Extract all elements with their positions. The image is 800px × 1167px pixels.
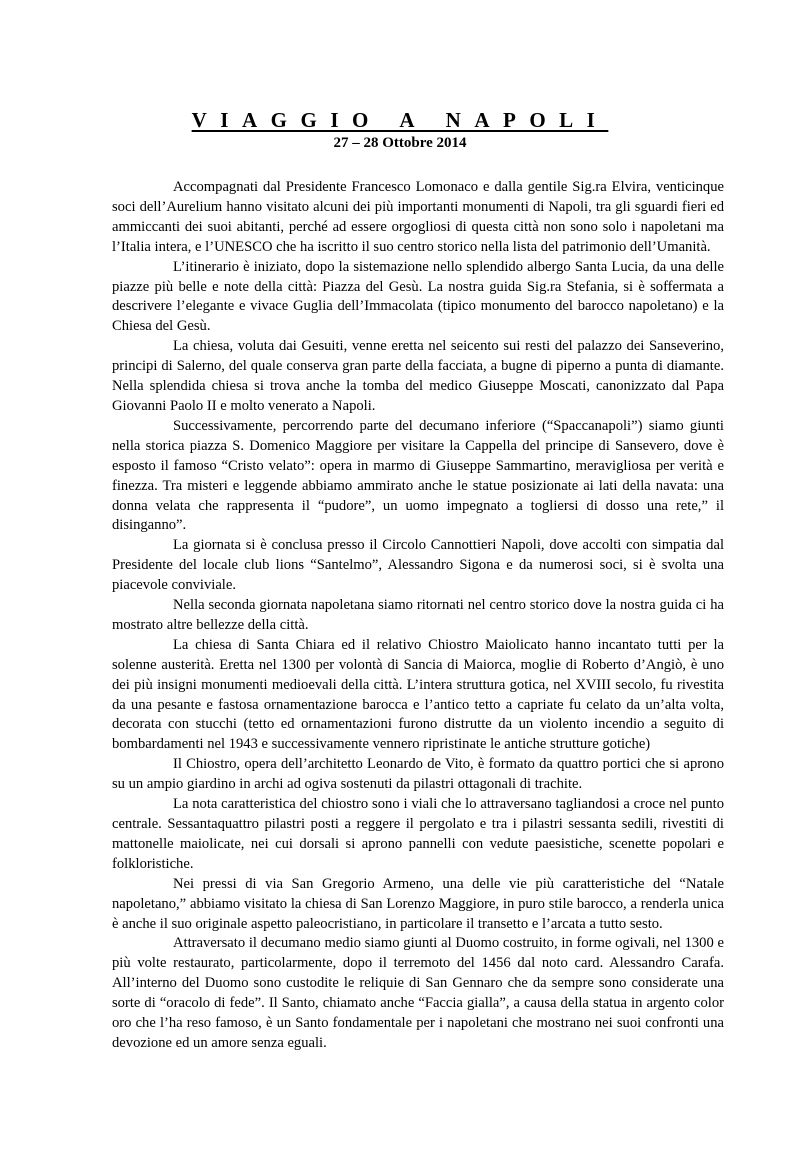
document-date: 27 – 28 Ottobre 2014 xyxy=(333,135,467,151)
paragraph: La nota caratteristica del chiostro sono i viali che lo attraversano tagliandosi a croce nel punto centrale. Sessantaquattro pilastri posti a reggere il pergolato e tra i pilastri sessanta sedili, rivestiti di mattonelle maiolicate, nei cui dorsali si aprono pannelli con vedute paesistiche, scenette popolari e folkloristiche. xyxy=(112,796,724,872)
document-body xyxy=(112,178,724,1054)
paragraph: La chiesa, voluta dai Gesuiti, venne eretta nel seicento sui resti del palazzo dei Sanseverino, principi di Salerno, del quale conserva gran parte della facciata, a bugne di piperno a punta di diamante. Nella splendida chiesa si trova anche la tomba del medico Giuseppe Moscati, canonizzato dal Papa Giovanni Paolo II e molto venerato a Napoli. xyxy=(112,338,724,414)
paragraph: La giornata si è conclusa presso il Circolo Cannottieri Napoli, dove accolti con simpatia dal Presidente del locale club lions “Santelmo”, Alessandro Sigona e da numerosi soci, si è svolta una piacevole conviviale. xyxy=(112,537,724,594)
paragraph: Accompagnati dal Presidente Francesco Lomonaco e dalla gentile Sig.ra Elvira, venticinque soci dell’Aurelium hanno visitato alcuni dei più importanti monumenti di Napoli, tra gli sguardi fieri ed ammiccanti dei suoi abitanti, perché ad essere orgogliosi di questa città non sono solo i napoletani ma l’Italia intera, e l’UNESCO che ha iscritto il suo centro storico nella lista del patrimonio dell’Umanità. xyxy=(112,179,724,255)
document-title: VIAGGIO A NAPOLI xyxy=(191,108,609,132)
paragraph: Attraversato il decumano medio siamo giunti al Duomo costruito, in forme ogivali, nel 1300 e più volte restaurato, particolarmente, dopo il terremoto del 1456 dal noto card. Alessandro Carafa. All’interno del Duomo sono custodite le reliquie di San Gennaro che da sempre sono considerate una sorte di “oracolo di fede”. Il Santo, chiamato anche “Faccia gialla”, a causa della statua in argento color oro che l’ha reso famoso, è un Santo fondamentale per i napoletani che mostrano nei suoi confronti una devozione ed un amore senza eguali. xyxy=(112,935,724,1051)
paragraph: Nella seconda giornata napoletana siamo ritornati nel centro storico dove la nostra guida ci ha mostrato altre bellezze della città. xyxy=(112,597,724,633)
paragraph: Il Chiostro, opera dell’architetto Leonardo de Vito, è formato da quattro portici che si aprono su un ampio giardino in archi ad ogiva sostenuti da pilastri ottagonali di trachite. xyxy=(112,756,724,793)
paragraph: L’itinerario è iniziato, dopo la sistemazione nello splendido albergo Santa Lucia, da una delle piazze più belle e note della città: Piazza del Gesù. La nostra guida Sig.ra Stefania, si è soffermata a descrivere l’elegante e vivace Guglia dell’Immacolata (tipico monumento del barocco napoletano) e la Chiesa del Gesù. xyxy=(112,258,724,335)
paragraph: Successivamente, percorrendo parte del decumano inferiore (“Spaccanapoli”) siamo giunti nella storica piazza S. Domenico Maggiore per visitare la Cappella del principe di Sansevero, dove è esposto il famoso “Cristo velato”: opera in marmo di Giuseppe Sammartino, meravigliosa per verità e finezza. Tra misteri e leggende abbiamo ammirato anche le statue posizionate ai lati della navata: una donna velata che rappresenta il “pudore”, un uomo impegnato a togliersi di dosso una rete,” il disinganno”. xyxy=(112,417,724,534)
paragraph: La chiesa di Santa Chiara ed il relativo Chiostro Maiolicato hanno incantato tutti per la solenne austerità. Eretta nel 1300 per volontà di Sancia di Maiorca, moglie di Roberto d’Angiò, è uno dei più insigni monumenti medioevali della città. L’intera struttura gotica, nel XVIII secolo, fu rivestita da una pesante e fastosa ornamentazione barocca e l’antico tetto a capriate fu celato da un’alta volta, decorata con stucchi (tetto ed ornamentazioni furono distrutte da un violento incendio a seguito di bombardamenti nel 1943 e successivamente vennero ripristinate le antiche strutture gotiche) xyxy=(112,636,724,753)
paragraph: Nei pressi di via San Gregorio Armeno, una delle vie più caratteristiche del “Natale napoletano,” abbiamo visitato la chiesa di San Lorenzo Maggiore, in puro stile barocco, a renderla unica è anche il suo originale aspetto paleocristiano, in particolare il transetto e l’arcata a tutto sesto. xyxy=(112,875,724,932)
